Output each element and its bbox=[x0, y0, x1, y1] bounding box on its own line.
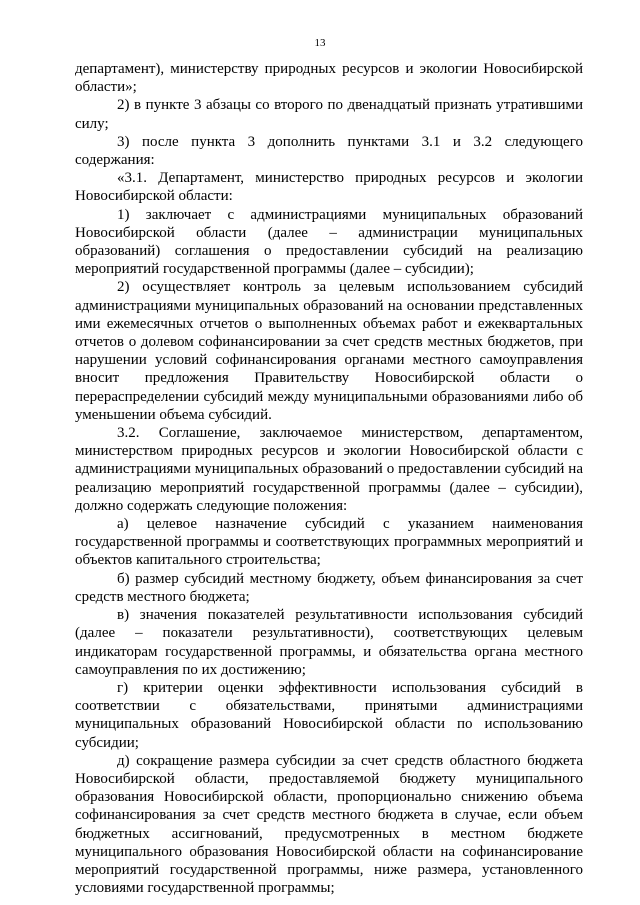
page-number: 13 bbox=[314, 37, 326, 49]
paragraph-3-2-item-v: в) значения показателей результативности использования субсидий (далее – показатели результативности), соответствующих целевым индикаторам государственной программы, и обязательства органа местного самоуправления по их достижению; bbox=[75, 607, 583, 678]
paragraph-3-1-item-1: 1) заключает с администрациями муниципальных образований Новосибирской области (далее – администрации муниципальных образований) соглашения о предоставлении субсидий на реализацию мероприятий государственной программы (далее – субсидии); bbox=[75, 206, 583, 278]
paragraph-continuation: департамент), министерству природных ресурсов и экологии Новосибирской области»; bbox=[75, 61, 583, 96]
paragraph-3-2: 3.2. Соглашение, заключаемое министерством, департаментом, министерством природных ресурсов и экологии Новосибирской области с администрациями муниципальных образований о предоставлении субсидий на реализацию мероприятий государственной программы (далее – субсидии), должно содержать следующие положения: bbox=[75, 425, 583, 514]
paragraph-3-1-item-2: 2) осуществляет контроль за целевым использованием субсидий администрациями муниципальных образований на основании представленных ими ежемесячных отчетов о выполненных объемах работ и ежеквартальных отчетов о долевом софинансировании за счет средств местных бюджетов, при нарушении условий софинансирования органами местного самоуправления вносит предложения Правительству Новосибирской области о перераспределении субсидий между муниципальными образованиями либо об уменьшении объема субсидий. bbox=[75, 279, 583, 423]
paragraph-3-2-item-g: г) критерии оценки эффективности использования субсидий в соответствии с обязательствами, принятыми администрациями муниципальных образований Новосибирской области по использованию субсидии; bbox=[75, 679, 583, 751]
paragraph-item-2: 2) в пункте 3 абзацы со второго по двенадцатый признать утратившими силу; bbox=[75, 97, 583, 132]
paragraph-item-3: 3) после пункта 3 дополнить пунктами 3.1 и 3.2 следующего содержания: bbox=[75, 133, 583, 169]
document-body bbox=[75, 60, 583, 897]
paragraph-3-1-heading: «3.1. Департамент, министерство природных ресурсов и экологии Новосибирской области: bbox=[75, 170, 583, 205]
paragraph-3-2-item-b: б) размер субсидий местному бюджету, объем финансирования за счет средств местного бюджета; bbox=[75, 570, 583, 605]
paragraph-3-2-item-a: а) целевое назначение субсидий с указанием наименования государственной программы и соответствующих программных мероприятий и объектов капитального строительства; bbox=[75, 516, 583, 569]
paragraph-3-2-item-d: д) сокращение размера субсидии за счет средств областного бюджета Новосибирской области, предоставляемой бюджету муниципального образования Новосибирской области, пропорционально снижению объема софинансирования за счет средств местного бюджета в случае, если объем бюджетных ассигнований, предусмотренных в местном бюджете муниципального образования Новосибирской области на софинансирование мероприятий государственной программы, ниже размера, установленного условиями государственной программы; bbox=[75, 752, 583, 897]
